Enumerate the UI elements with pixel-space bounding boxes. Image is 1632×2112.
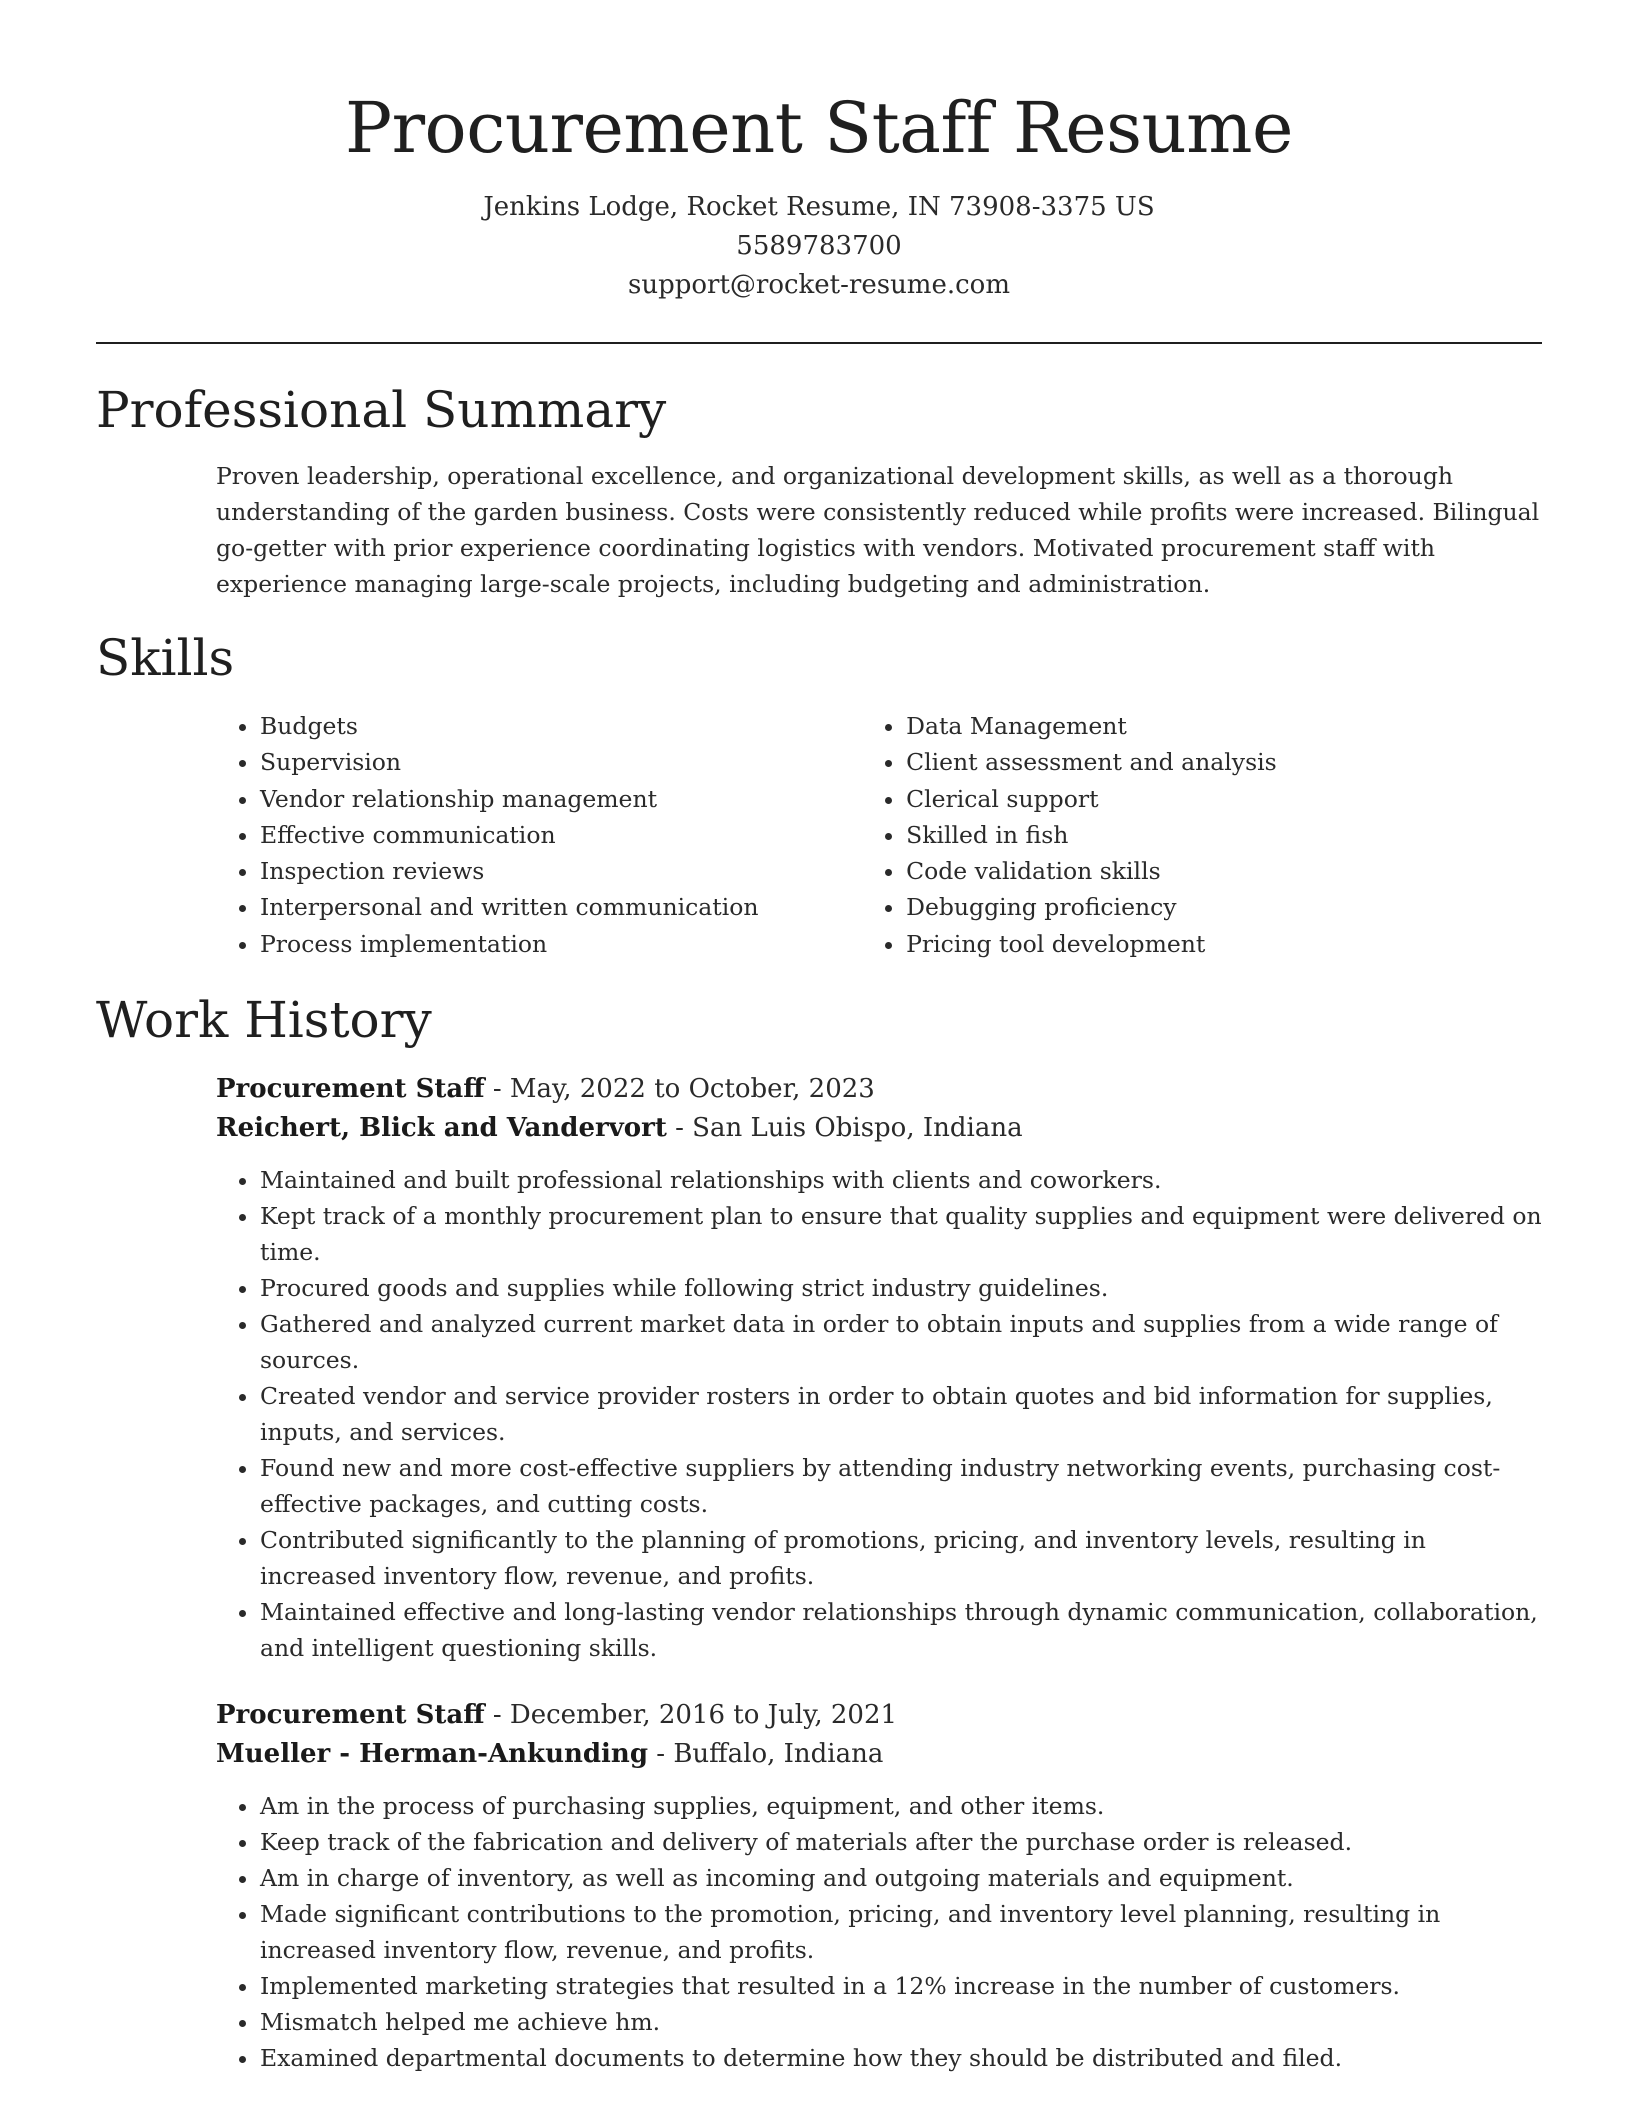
skill-item: • Effective communication — [260, 817, 862, 853]
job-location: - San Luis Obispo, Indiana — [666, 1113, 1023, 1144]
skill-item: • Debugging proficiency — [906, 889, 1542, 925]
list-item: • Contributed significantly to the planning of promotions, pricing, and inventory levels, resulting in increased inventory flow, revenue, and profits. — [260, 1522, 1544, 1594]
skills-section — [96, 628, 1542, 962]
resume-title: Procurement Staff Resume — [345, 87, 1293, 169]
list-item: • Mismatch helped me achieve hm. — [260, 2004, 1544, 2040]
contact-email: support@rocket-resume.com — [627, 270, 1010, 300]
skill-item: • Process implementation — [260, 926, 862, 962]
skills-heading: Skills — [96, 629, 235, 687]
list-item: • Created vendor and service provider rosters in order to obtain quotes and bid information for supplies, inputs, and services. — [260, 1378, 1544, 1450]
list-item: • Examined departmental documents to determine how they should be distributed and filed. — [260, 2040, 1544, 2076]
summary-section — [96, 380, 1542, 602]
skill-item: • Data Management — [906, 708, 1542, 744]
job-company: Mueller - Herman-Ankunding — [216, 1739, 649, 1770]
contact-block — [96, 188, 1542, 305]
skills-left-list — [216, 708, 862, 962]
contact-address: Jenkins Lodge, Rocket Resume, IN 73908-3375 US — [483, 192, 1155, 222]
job-dates: - December, 2016 to July, 2021 — [484, 1700, 898, 1731]
list-item: • Kept track of a monthly procurement plan to ensure that quality supplies and equipment were delivered on time. — [260, 1198, 1544, 1270]
list-item: • Maintained and built professional relationships with clients and coworkers. — [260, 1162, 1544, 1198]
list-item: • Implemented marketing strategies that resulted in a 12% increase in the number of customers. — [260, 1968, 1544, 2004]
list-item: • Am in the process of purchasing supplies, equipment, and other items. — [260, 1788, 1544, 1824]
job-company-line — [216, 1735, 1544, 1774]
list-item: • Gathered and analyzed current market data in order to obtain inputs and supplies from a wide range of sources. — [260, 1306, 1544, 1378]
skill-item: • Clerical support — [906, 781, 1542, 817]
job-bullet-list — [216, 1162, 1544, 1666]
list-item: • Procured goods and supplies while following strict industry guidelines. — [260, 1270, 1544, 1306]
skill-item: • Skilled in fish — [906, 817, 1542, 853]
skill-item: • Vendor relationship management — [260, 781, 862, 817]
skill-item: • Pricing tool development — [906, 926, 1542, 962]
job-title: Procurement Staff — [216, 1700, 485, 1731]
skills-columns — [216, 708, 1542, 962]
job-title-line — [216, 1696, 1544, 1735]
skill-item: • Interpersonal and written communication — [260, 889, 862, 925]
list-item: • Keep track of the fabrication and delivery of materials after the purchase order is released. — [260, 1824, 1544, 1860]
job-title-line — [216, 1070, 1544, 1109]
skill-item: • Supervision — [260, 744, 862, 780]
list-item: • Maintained effective and long-lasting vendor relationships through dynamic communication, collaboration, and intelligent questioning skills. — [260, 1594, 1544, 1666]
job-title: Procurement Staff — [216, 1074, 485, 1105]
header-divider — [96, 342, 1542, 344]
skill-item: • Inspection reviews — [260, 853, 862, 889]
skills-right-list — [862, 708, 1542, 962]
work-history-section — [96, 990, 1542, 2076]
summary-text: Proven leadership, operational excellence, and organizational development skills, as well as a thorough understanding of the garden business. Costs were consistently reduced while profits were increased. Bilingual go-getter with prior experience coordinating logistics with vendors. Motivated procurement staff with experience managing large-scale projects, including budgeting and administration. — [216, 462, 1540, 598]
list-item: • Made significant contributions to the promotion, pricing, and inventory level planning, resulting in increased inventory flow, revenue, and profits. — [260, 1896, 1544, 1968]
summary-heading: Professional Summary — [96, 381, 667, 439]
contact-phone: 5589783700 — [736, 231, 902, 261]
skill-item: • Code validation skills — [906, 853, 1542, 889]
job-company-line — [216, 1109, 1544, 1148]
job-entry — [216, 1070, 1544, 1666]
list-item: • Am in charge of inventory, as well as incoming and outgoing materials and equipment. — [260, 1860, 1544, 1896]
job-bullet-list — [216, 1788, 1544, 2076]
resume-page — [96, 0, 1542, 2076]
job-company: Reichert, Blick and Vandervort — [216, 1113, 667, 1144]
skill-item: • Budgets — [260, 708, 862, 744]
skill-item: • Client assessment and analysis — [906, 744, 1542, 780]
job-entry — [216, 1696, 1544, 2076]
work-history-heading: Work History — [96, 991, 432, 1050]
job-dates: - May, 2022 to October, 2023 — [484, 1074, 875, 1105]
job-location: - Buffalo, Indiana — [648, 1739, 884, 1770]
list-item: • Found new and more cost-effective suppliers by attending industry networking events, purchasing cost-effective packages, and cutting costs. — [260, 1450, 1544, 1522]
